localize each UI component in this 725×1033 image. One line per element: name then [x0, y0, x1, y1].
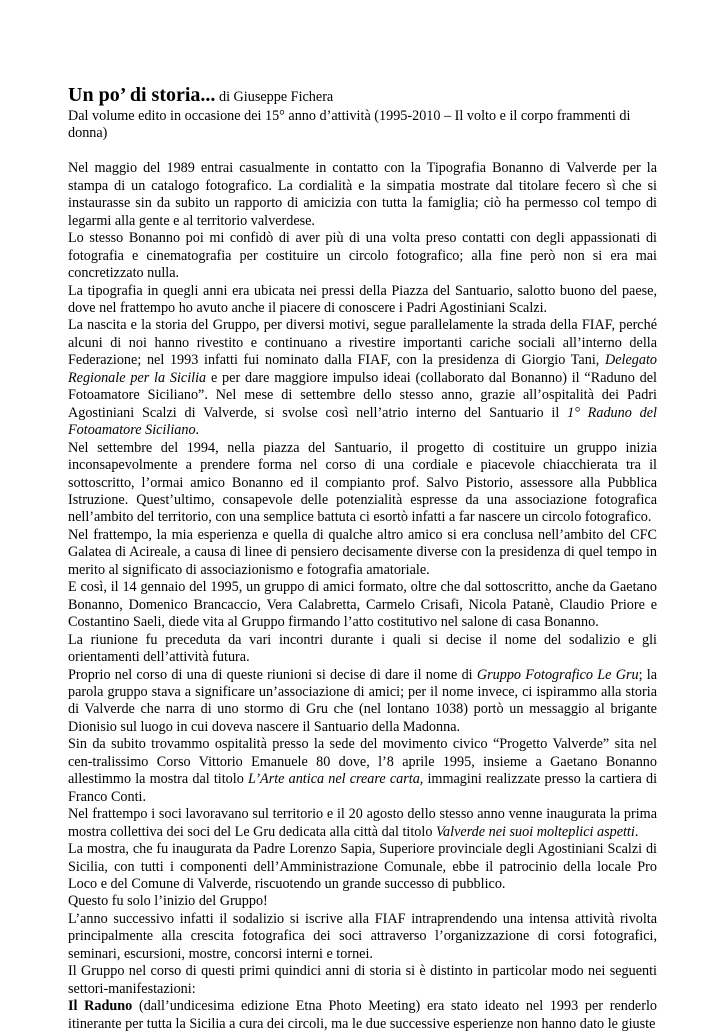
paragraph-16-text: (dall’undicesima edizione Etna Photo Meeting) era stato ideato nel 1993 per renderlo itinerante per tutta la Sicilia a cura dei circoli, ma le due successive esperienze non hanno dato le giuste	[68, 998, 657, 1032]
paragraph-10-part-1: Sin da subito trovammo ospitalità presso la sede del movimento civico “Progetto Valverde” sita nel cen-tralissimo Corso Vittorio Emanuele 80 dove, l’8 aprile 1995, insieme a Gaetano Bonanno allestimmo la mostra dal titolo	[68, 736, 657, 788]
paragraph-1: Nel maggio del 1989 entrai casualmente in contatto con la Tipografia Bonanno di Valverde per la stampa di un catalogo fotografico. La cordialità e la simpatia mostrate dal titolare fecero sì che si instaurasse sin da subito un rapporto di amicizia con tutta la famiglia; ciò ha permesso col tempo di legarmi alla gente e al territorio valverdese.	[68, 160, 657, 229]
paragraph-10	[68, 736, 657, 806]
paragraph-6: Nel frattempo, la mia esperienza e quella di qualche altro amico si era conclusa nell’ambito del CFC Galatea di Acireale, a causa di linee di pensiero decisamente diverse con la presidenza di quel tempo in merito al significato di associazionismo e fotografia amatoriale.	[68, 526, 657, 578]
document-title: Un po’ di storia...	[68, 84, 216, 106]
paragraph-4: La nascita e la storia del Gruppo, per diversi motivi, segue parallelamente la strada della FIAF, perché alcuni di noi hanno rivestito e continuano a rivestire importanti cariche sociali all’interno della Federazione; nel 1993 infatti fui nominato dalla FIAF, con la presidenza di Giorgio Tani, Delegato Regionale per la Sicilia e per dare maggiore impulso ideai (collaborato dal Bonanno) il “Raduno del Fotoamatore Siciliano”. Nel mese di settembre dello stesso anno, grazie all’ospitalità dei Padri Agostiniani Scalzi di Valverde, si svolse così nell’atrio interno del Santuario il 1° Raduno del Fotoamatore Siciliano.	[68, 317, 658, 439]
paragraph-11-part-1: Nel frattempo i soci lavoravano sul territorio e il 20 agosto dello stesso anno venne inaugurata la prima mostra collettiva dei soci del Le Gru dedicata alla città dal titolo	[68, 806, 657, 840]
paragraph-16	[68, 998, 657, 1033]
paragraph-4-part-2: e per dare maggiore impulso ideai (collaborato dal Bonanno) il “Raduno del Fotoamatore Siciliano”. Nel mese di settembre dello stesso anno, grazie all’ospitalità dei Padri Agostiniani Scalzi di Valverde, si svolse così nell’atrio interno del Santuario il	[68, 369, 658, 421]
paragraph-9-italic: Gruppo Fotografico Le Gru	[476, 666, 639, 683]
paragraph-9	[68, 667, 657, 737]
paragraph-5: Nel settembre del 1994, nella piazza del Santuario, il progetto di costituire un gruppo inizia inconsapevolmente a prendere forma nel corso di una cordiale e piacevole chiacchierata tra il sottoscritto, l’ormai amico Bonanno ed il compianto prof. Salvo Pistorio, assessore alla Pubblica Istruzione. Quest’ultimo, consapevole delle potenzialità espresse da una associazione fotografica nell’ambito del territorio, con una semplice battuta ci esortò infatti a far nascere un circolo fotografico.	[68, 439, 657, 526]
paragraph-10-italic: L’Arte antica nel creare carta	[247, 771, 420, 788]
paragraph-3: La tipografia in quegli anni era ubicata nei pressi della Piazza del Santuario, salotto buono del paese, dove nel frattempo ho avuto anche il piacere di conoscere i Padri Agostiniani Scalzi.	[68, 282, 657, 317]
title-line	[68, 84, 657, 108]
paragraph-16-bold: Il Raduno	[68, 998, 133, 1015]
paragraph-8: La riunione fu preceduta da vari incontri durante i quali si decise il nome del sodalizio e gli orientamenti dell’attività futura.	[68, 631, 657, 666]
paragraph-9-part-2: ; la parola gruppo stava a significare un’associazione di amici; per il nome invece, ci ispirammo alla storia di Valverde che narra di uno stormo di Gru che (nel lontano 1038) portò un messaggio al brigante Dionisio sul luogo in cui doveva nascere il Santuario della Madonna.	[68, 666, 658, 735]
document-author: di Giuseppe Fichera	[218, 89, 334, 105]
paragraph-11: Nel frattempo i soci lavoravano sul territorio e il 20 agosto dello stesso anno venne inaugurata la prima mostra collettiva dei soci del Le Gru dedicata alla città dal titolo Valverde nei suoi molteplici aspetti.	[68, 806, 657, 840]
paragraph-4-part-1: La nascita e la storia del Gruppo, per diversi motivi, segue parallelamente la strada della FIAF, perché alcuni di noi hanno rivestito e continuano a rivestire importanti cariche sociali all’interno della Federazione; nel 1993 infatti fui nominato dalla FIAF, con la presidenza di Giorgio Tani,	[68, 317, 657, 369]
paragraph-10-part-2: , immagini realizzate presso la cartiera di Franco Conti.	[68, 771, 658, 805]
paragraph-9-part-1: Proprio nel corso di una di queste riunioni si decise di dare il nome di	[68, 666, 473, 683]
paragraph-15: Il Gruppo nel corso di questi primi quindici anni di storia si è distinto in particolar modo nei seguenti settori-manifestazioni:	[68, 963, 657, 997]
paragraph-4-italic-2: 1° Raduno del Fotoamatore Siciliano	[68, 404, 657, 439]
paragraph-12: La mostra, che fu inaugurata da Padre Lorenzo Sapia, Superiore provinciale degli Agostiniani Scalzi di Sicilia, con tutti i componenti dell’Amministrazione Comunale, ebbe il patrocinio della locale Pro Loco e del Comune di Valverde, riscuotendo un grande successo di pubblico.	[68, 841, 657, 892]
document-page	[68, 84, 657, 1033]
paragraph-4-italic-1: Delegato Regionale per la Sicilia	[68, 352, 658, 386]
document-subtitle: Dal volume edito in occasione dei 15° anno d’attività (1995-2010 – Il volto e il corpo frammenti di donna)	[68, 108, 631, 142]
paragraph-14: L’anno successivo infatti il sodalizio si iscrive alla FIAF intraprendendo una intensa attività rivolta principalmente alla crescita fotografica dei soci attraverso l’organizzazione di corsi fotografici, seminari, escursioni, mostre, concorsi interni e tornei.	[68, 910, 657, 962]
paragraph-11-italic: Valverde nei suoi molteplici aspetti	[435, 823, 635, 840]
paragraph-13: Questo fu solo l’inizio del Gruppo!	[68, 893, 268, 910]
paragraph-7: E così, il 14 gennaio del 1995, un gruppo di amici formato, oltre che dal sottoscritto, anche da Gaetano Bonanno, Domenico Brancaccio, Vera Calabretta, Carmelo Crisafi, Nicola Patanè, Claudio Priore e Costantino Saeli, diede vita al Gruppo firmando l’atto costitutivo nel salone di casa Bonanno.	[68, 579, 657, 631]
paragraph-2: Lo stesso Bonanno poi mi confidò di aver più di una volta preso contatti con degli appassionati di fotografia e cinematografia per costituire un circolo fotografico; alla fine però non si era mai concretizzato nulla.	[68, 230, 657, 282]
